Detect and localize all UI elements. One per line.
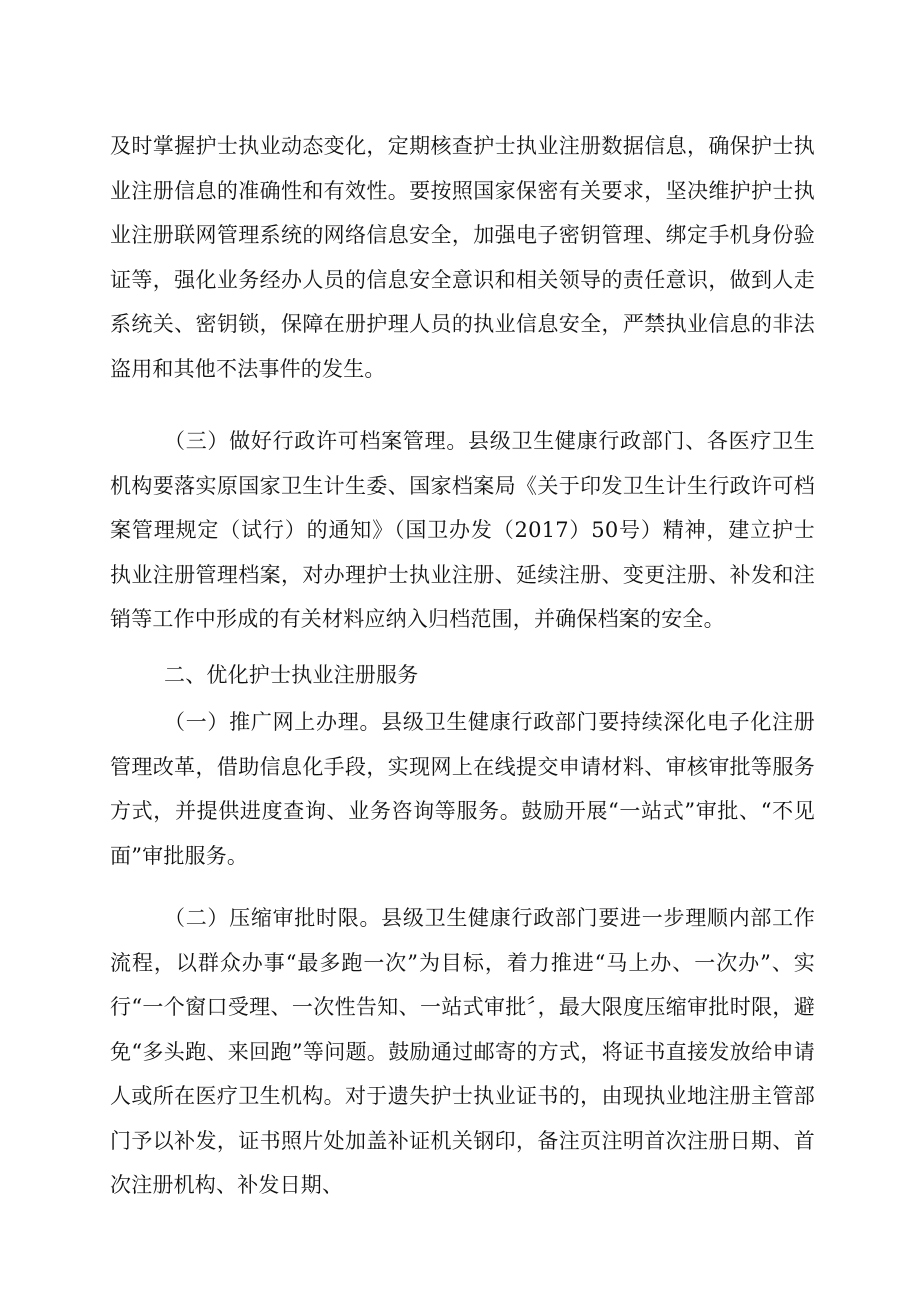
paragraph-network-security: 及时掌握护士执业动态变化，定期核查护士执业注册数据信息，确保护士执业注册信息的准确性和有效性。要按照国家保密有关要求，坚决维护护士执业注册联网管理系统的网络信息安全，加强电子密钥管理、绑定手机身份验证等，强化业务经办人员的信息安全意识和相关领导的责任意识，做到人走系统关、密钥锁，保障在册护理人员的执业信息安全，严禁执业信息的非法盗用和其他不法事件的发生。 bbox=[110, 134, 815, 381]
paragraph-approval-time-limit: （二）压缩审批时限。县级卫生健康行政部门要进一步理顺内部工作流程，以群众办事“最多跑一次”为目标，着力推进“马上办、一次办”、实行“一个窗口受理、一次性告知、一站式审批〞，最大限度压缩审批时限，避免“多头跑、来回跑”等问题。鼓励通过邮寄的方式，将证书直接发放给申请人或所在医疗卫生机构。对于遗失护士执业证书的，由现执业地注册主管部门予以补发，证书照片处加盖补证机关钢印，备注页注明首次注册日期、首次注册机构、补发日期、 bbox=[110, 906, 815, 1197]
section-heading-optimize-service: 二、优化护士执业注册服务 bbox=[164, 663, 419, 687]
paragraph-online-processing: （一）推广网上办理。县级卫生健康行政部门要持续深化电子化注册管理改革，借助信息化手段，实现网上在线提交申请材料、审核审批等服务方式，并提供进度查询、业务咨询等服务。鼓励开展“一站式”审批、“不见面”审批服务。 bbox=[110, 710, 815, 868]
paragraph-archive-management: （三）做好行政许可档案管理。县级卫生健康行政部门、各医疗卫生机构要落实原国家卫生计生委、国家档案局《关于印发卫生计生行政许可档案管理规定（试行）的通知》（国卫办发（2017）50号）精神，建立护士执业注册管理档案，对办理护士执业注册、延续注册、变更注册、补发和注销等工作中形成的有关材料应纳入归档范围，并确保档案的安全。 bbox=[110, 429, 815, 631]
